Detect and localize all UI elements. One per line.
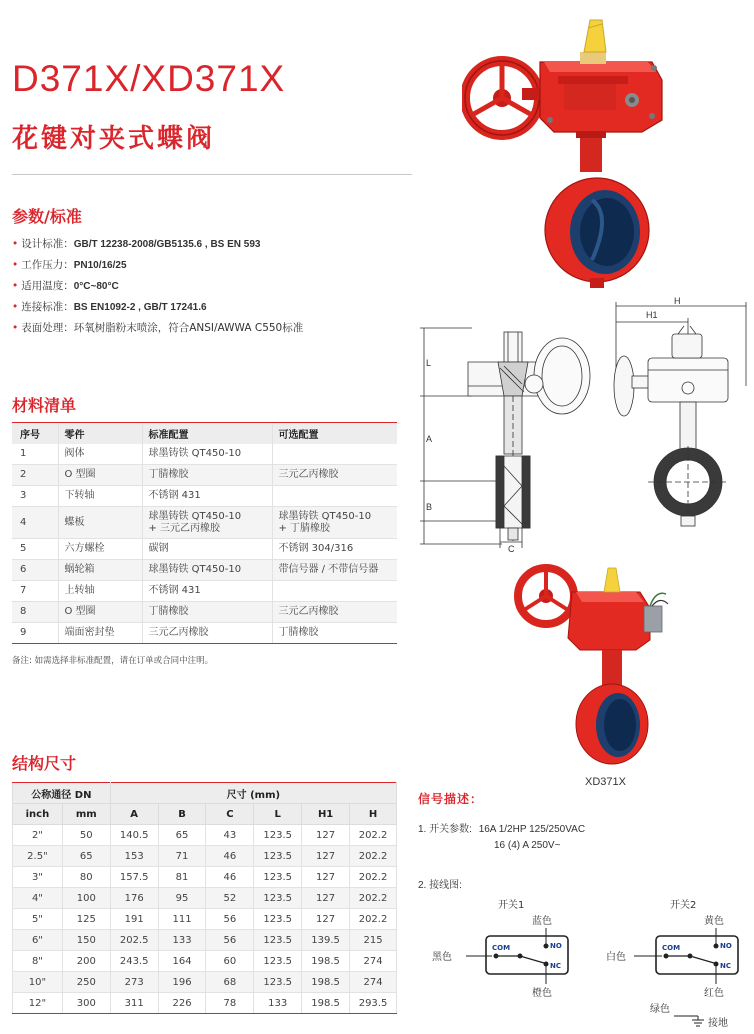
spec-item: [12, 297, 412, 318]
wiring-diagram: [422, 892, 748, 1032]
dim-label-c: C: [508, 544, 515, 554]
cell-opt-line2: + 丁腈橡胶: [278, 522, 331, 534]
spec-label: 表面处理：: [21, 322, 74, 334]
dim-cell-inch: 12": [13, 993, 63, 1014]
cell-no: 6: [12, 560, 58, 581]
switch-params-label: 1. 开关参数:: [418, 824, 472, 835]
cell-part: 上转轴: [58, 581, 142, 602]
product-name: 花键对夹式蝶阀: [12, 124, 216, 154]
materials-table: [12, 422, 397, 644]
spec-label: 工作压力：: [21, 259, 74, 271]
dim-cell-c: 68: [206, 972, 254, 993]
dim-cell-b: 81: [158, 867, 206, 888]
dim-cell-inch: 8": [13, 951, 63, 972]
table-row: [12, 486, 397, 507]
dim-label-h: H: [674, 296, 681, 306]
spec-label: 连接标准：: [21, 301, 74, 313]
dim-cell-l: 123.5: [254, 825, 302, 846]
cell-std: 不锈钢 431: [142, 486, 272, 507]
dimensions-group-header-row: [13, 783, 397, 804]
materials-col-header: 可选配置: [272, 423, 397, 444]
table-row: [13, 951, 397, 972]
dim-cell-h: 202.2: [350, 867, 397, 888]
spec-label: 适用温度：: [21, 280, 74, 292]
dim-cell-l: 123.5: [254, 951, 302, 972]
dim-cell-l: 123.5: [254, 867, 302, 888]
switch-params-line1: [418, 820, 585, 835]
cell-part: 端面密封垫: [58, 623, 142, 644]
dim-cell-mm: 50: [62, 825, 110, 846]
table-row: [12, 581, 397, 602]
bullet-icon: •: [12, 280, 19, 292]
table-row: [12, 623, 397, 644]
dim-cell-mm: 300: [62, 993, 110, 1014]
spec-item: [12, 255, 412, 276]
position-indicator-graphic: [580, 20, 606, 64]
dim-cell-mm: 80: [62, 867, 110, 888]
dn-group-header: 公称通径 DN: [13, 783, 111, 804]
cell-no: 7: [12, 581, 58, 602]
cell-opt: 不锈钢 304/316: [272, 539, 397, 560]
cell-part: O 型圈: [58, 602, 142, 623]
dim-cell-a: 153: [110, 846, 158, 867]
dim-cell-a: 176: [110, 888, 158, 909]
materials-col-header: 零件: [58, 423, 142, 444]
dim-cell-h: 274: [350, 951, 397, 972]
dim-cell-c: 60: [206, 951, 254, 972]
table-row: [12, 444, 397, 465]
cell-std: 丁腈橡胶: [142, 602, 272, 623]
dimensions-col-header: B: [158, 804, 206, 825]
dim-cell-inch: 5": [13, 909, 63, 930]
switch1-no-label: NO: [550, 942, 562, 950]
size-group-header: 尺寸 (mm): [110, 783, 396, 804]
dimensions-col-header: A: [110, 804, 158, 825]
dim-cell-a: 157.5: [110, 867, 158, 888]
dim-cell-c: 56: [206, 909, 254, 930]
switch1-diagram: [432, 899, 568, 999]
cell-part: 阀体: [58, 444, 142, 465]
switch-params-value1: 16A 1/2HP 125/250VAC: [478, 824, 586, 835]
dim-cell-b: 95: [158, 888, 206, 909]
spec-item: [12, 234, 412, 255]
cell-opt: 丁腈橡胶: [272, 623, 397, 644]
dim-cell-h: 293.5: [350, 993, 397, 1014]
dimensions-col-header: H: [350, 804, 397, 825]
xd371x-product-photo: [510, 560, 670, 770]
materials-note: 备注: 如需选择非标准配置，请在订单或合同中注明。: [12, 656, 214, 666]
cell-std-line2: + 三元乙丙橡胶: [148, 522, 221, 534]
valve-body-graphic: [545, 178, 649, 288]
cell-part: 下转轴: [58, 486, 142, 507]
switch2-red-label: 红色: [704, 988, 724, 999]
dimensions-section-title: 结构尺寸: [12, 754, 77, 773]
spec-value: 0°C~80°C: [73, 281, 119, 292]
materials-section-title: 材料清单: [12, 396, 77, 415]
spec-label: 设计标准：: [21, 238, 74, 250]
ground-label: 接地: [708, 1018, 728, 1029]
table-row: [12, 560, 397, 581]
dim-cell-l: 123.5: [254, 846, 302, 867]
dim-cell-l: 123.5: [254, 888, 302, 909]
dim-cell-b: 111: [158, 909, 206, 930]
cell-std: 丁腈橡胶: [142, 465, 272, 486]
technical-drawing: [412, 296, 748, 554]
switch1-black-label: 黑色: [432, 952, 452, 963]
dim-cell-l: 123.5: [254, 930, 302, 951]
cell-no: 5: [12, 539, 58, 560]
dim-cell-b: 133: [158, 930, 206, 951]
dim-cell-h: 202.2: [350, 846, 397, 867]
cell-opt: 三元乙丙橡胶: [272, 602, 397, 623]
signal-switch-graphic: [644, 593, 668, 632]
dim-label-l: L: [426, 358, 432, 368]
dimensions-header-row: [13, 804, 397, 825]
spec-value: BS EN1092-2 , GB/T 17241.6: [73, 302, 207, 313]
position-indicator-graphic: [604, 568, 620, 592]
switch1-nc-label: NC: [550, 962, 561, 970]
dimensions-table: [12, 782, 397, 1014]
switch1-com-label: COM: [492, 944, 511, 952]
xd371x-caption: XD371X: [585, 776, 626, 788]
model-title: D371X/XD371X: [12, 58, 286, 99]
spec-item: [12, 276, 412, 297]
dim-cell-a: 311: [110, 993, 158, 1014]
switch1-blue-label: 蓝色: [532, 916, 552, 927]
dim-cell-inch: 6": [13, 930, 63, 951]
dim-cell-mm: 125: [62, 909, 110, 930]
switch2-white-label: 白色: [606, 952, 626, 963]
dim-cell-mm: 65: [62, 846, 110, 867]
dim-cell-l: 123.5: [254, 909, 302, 930]
cell-std: 三元乙丙橡胶: [142, 623, 272, 644]
dim-cell-l: 123.5: [254, 972, 302, 993]
specs-section-title: 参数/标准: [12, 207, 82, 226]
signal-section-title: 信号描述：: [418, 792, 484, 806]
dim-cell-h1: 127: [302, 888, 350, 909]
valve-body-graphic: [576, 684, 648, 764]
switch1-label: 开关1: [498, 900, 525, 911]
table-row: [13, 846, 397, 867]
dim-cell-h1: 127: [302, 846, 350, 867]
dim-cell-h1: 127: [302, 825, 350, 846]
dimensions-col-header: inch: [13, 804, 63, 825]
dim-cell-a: 191: [110, 909, 158, 930]
dim-cell-mm: 150: [62, 930, 110, 951]
bullet-icon: •: [12, 322, 19, 334]
dim-cell-inch: 2.5": [13, 846, 63, 867]
switch2-diagram: [606, 899, 738, 1029]
dim-cell-mm: 200: [62, 951, 110, 972]
bullet-icon: •: [12, 301, 19, 313]
dim-cell-h: 202.2: [350, 825, 397, 846]
dim-cell-h1: 198.5: [302, 993, 350, 1014]
dim-cell-h1: 127: [302, 867, 350, 888]
cell-opt: 带信号器 / 不带信号器: [272, 560, 397, 581]
switch1-orange-label: 橙色: [532, 988, 552, 999]
dimensions-col-header: H1: [302, 804, 350, 825]
table-row: [13, 930, 397, 951]
switch2-yellow-label: 黄色: [704, 916, 724, 927]
dim-cell-h1: 139.5: [302, 930, 350, 951]
cell-opt-line1: 球墨铸铁 QT450-10: [278, 510, 372, 522]
dim-cell-mm: 250: [62, 972, 110, 993]
cell-opt: [272, 486, 397, 507]
cell-no: 4: [12, 507, 58, 539]
switch2-nc-label: NC: [720, 962, 731, 970]
switch2-com-label: COM: [662, 944, 681, 952]
dim-cell-b: 196: [158, 972, 206, 993]
spec-value: PN10/16/25: [73, 260, 127, 271]
cell-no: 8: [12, 602, 58, 623]
cell-std: 碳钢: [142, 539, 272, 560]
dimensions-col-header: L: [254, 804, 302, 825]
table-row: [13, 972, 397, 993]
cell-part: 六方螺栓: [58, 539, 142, 560]
gearbox-graphic: [568, 592, 650, 650]
dim-cell-mm: 100: [62, 888, 110, 909]
header-divider: [12, 174, 412, 175]
table-row: [13, 867, 397, 888]
dim-cell-b: 226: [158, 993, 206, 1014]
dim-cell-h1: 198.5: [302, 951, 350, 972]
switch-params-line2: 16 (4) A 250V~: [494, 840, 561, 851]
dim-label-b: B: [426, 502, 433, 512]
dim-cell-c: 46: [206, 846, 254, 867]
cell-opt: [272, 581, 397, 602]
bullet-icon: •: [12, 259, 19, 271]
wiring-label: 2. 接线图:: [418, 880, 462, 891]
dim-cell-c: 46: [206, 867, 254, 888]
dim-cell-h: 274: [350, 972, 397, 993]
dim-label-a: A: [426, 434, 433, 444]
dimensions-col-header: mm: [62, 804, 110, 825]
dim-cell-h1: 198.5: [302, 972, 350, 993]
cell-opt: [272, 444, 397, 465]
handwheel-graphic: [518, 568, 574, 624]
table-row: [12, 602, 397, 623]
spec-list: [12, 234, 412, 339]
dim-label-h1: H1: [646, 310, 658, 320]
dim-cell-h1: 127: [302, 909, 350, 930]
dim-cell-h: 202.2: [350, 909, 397, 930]
dim-cell-b: 65: [158, 825, 206, 846]
cell-no: 3: [12, 486, 58, 507]
cell-std: 球墨铸铁 QT450-10: [142, 444, 272, 465]
materials-header-row: [12, 423, 397, 444]
cell-no: 1: [12, 444, 58, 465]
spec-value: GB/T 12238-2008/GB5135.6 , BS EN 593: [73, 239, 261, 250]
dim-cell-inch: 4": [13, 888, 63, 909]
table-row: [12, 539, 397, 560]
dim-cell-inch: 3": [13, 867, 63, 888]
table-row: [12, 507, 397, 539]
dim-cell-h: 202.2: [350, 888, 397, 909]
d371x-product-photo: [462, 10, 672, 290]
dim-cell-a: 243.5: [110, 951, 158, 972]
table-row: [13, 993, 397, 1014]
cell-no: 9: [12, 623, 58, 644]
cell-opt: [272, 507, 397, 539]
dim-cell-a: 273: [110, 972, 158, 993]
cell-std: 球墨铸铁 QT450-10: [142, 560, 272, 581]
dim-cell-a: 202.5: [110, 930, 158, 951]
spec-item: [12, 318, 412, 339]
dim-cell-a: 140.5: [110, 825, 158, 846]
switch2-label: 开关2: [670, 900, 697, 911]
dim-cell-l: 133: [254, 993, 302, 1014]
gearbox-graphic: [540, 62, 662, 132]
dim-cell-c: 43: [206, 825, 254, 846]
cell-part: O 型圈: [58, 465, 142, 486]
table-row: [12, 465, 397, 486]
dim-cell-inch: 2": [13, 825, 63, 846]
cell-std: [142, 507, 272, 539]
table-row: [13, 825, 397, 846]
dim-cell-b: 71: [158, 846, 206, 867]
dimensions-col-header: C: [206, 804, 254, 825]
cell-opt: 三元乙丙橡胶: [272, 465, 397, 486]
table-row: [13, 888, 397, 909]
cell-std: 不锈钢 431: [142, 581, 272, 602]
dim-cell-inch: 10": [13, 972, 63, 993]
cell-std-line1: 球墨铸铁 QT450-10: [148, 510, 242, 522]
cell-part: 蜗轮箱: [58, 560, 142, 581]
ground-green-label: 绿色: [650, 1004, 670, 1015]
switch2-no-label: NO: [720, 942, 732, 950]
table-row: [13, 909, 397, 930]
bullet-icon: •: [12, 238, 19, 250]
dim-cell-c: 78: [206, 993, 254, 1014]
cell-part: 蝶板: [58, 507, 142, 539]
dim-cell-h: 215: [350, 930, 397, 951]
spec-value: 环氧树脂粉末喷涂，符合ANSI/AWWA C550标准: [73, 322, 304, 334]
dim-cell-c: 52: [206, 888, 254, 909]
dim-cell-c: 56: [206, 930, 254, 951]
dim-cell-b: 164: [158, 951, 206, 972]
materials-col-header: 标准配置: [142, 423, 272, 444]
cell-no: 2: [12, 465, 58, 486]
materials-col-header: 序号: [12, 423, 58, 444]
